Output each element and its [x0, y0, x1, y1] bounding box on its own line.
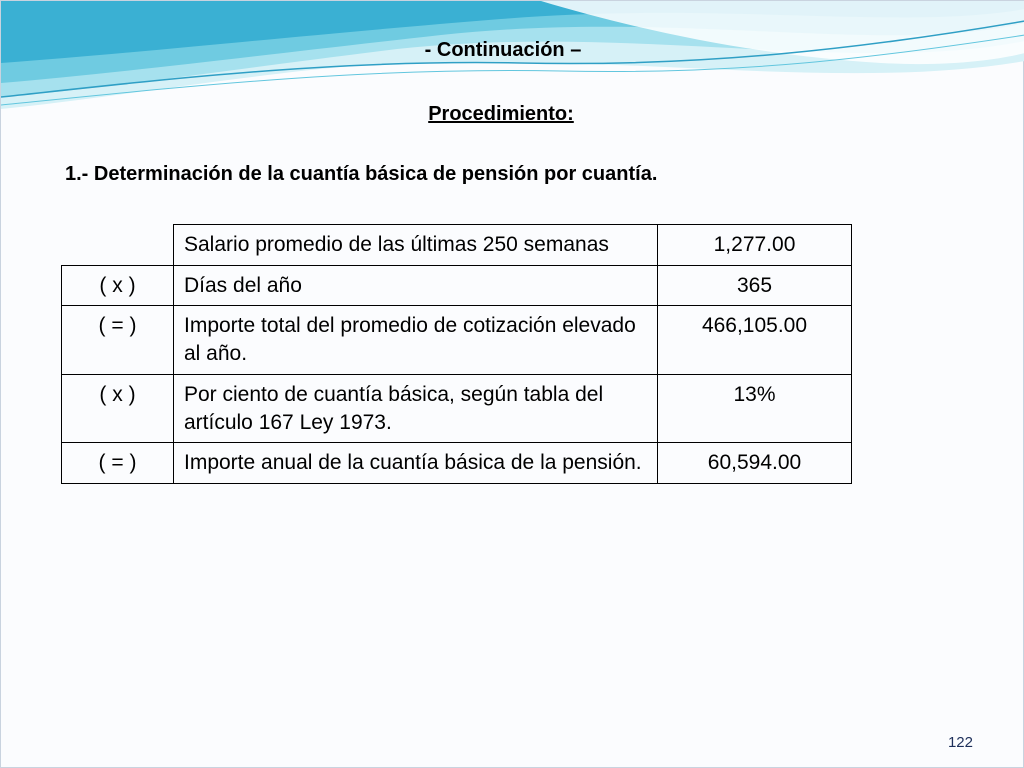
description-cell: Importe total del promedio de cotización elevado al año.: [174, 306, 658, 374]
pension-calculation-table: [61, 224, 852, 484]
operator-cell: ( x ): [62, 374, 174, 442]
page-number: 122: [947, 734, 973, 751]
table-row: [62, 374, 852, 442]
value-cell: 60,594.00: [658, 443, 852, 484]
value-cell: 1,277.00: [658, 225, 852, 266]
description-cell: Días del año: [174, 265, 658, 306]
operator-cell: ( x ): [62, 265, 174, 306]
continuation-heading: - Continuación –: [424, 39, 582, 61]
description-cell: Salario promedio de las últimas 250 semanas: [174, 225, 658, 266]
description-cell: Por ciento de cuantía básica, según tabla del artículo 167 Ley 1973.: [174, 374, 658, 442]
table-row: [62, 306, 852, 374]
operator-cell: ( = ): [62, 443, 174, 484]
procedure-heading: Procedimiento:: [428, 103, 574, 125]
table-row: [62, 265, 852, 306]
value-cell: 365: [658, 265, 852, 306]
table-row: [62, 225, 852, 266]
description-cell: Importe anual de la cuantía básica de la pensión.: [174, 443, 658, 484]
section-title: 1.- Determinación de la cuantía básica de pensión por cuantía.: [65, 163, 658, 185]
value-cell: 466,105.00: [658, 306, 852, 374]
operator-cell: ( = ): [62, 306, 174, 374]
value-cell: 13%: [658, 374, 852, 442]
operator-cell: [62, 225, 174, 266]
table-row: [62, 443, 852, 484]
